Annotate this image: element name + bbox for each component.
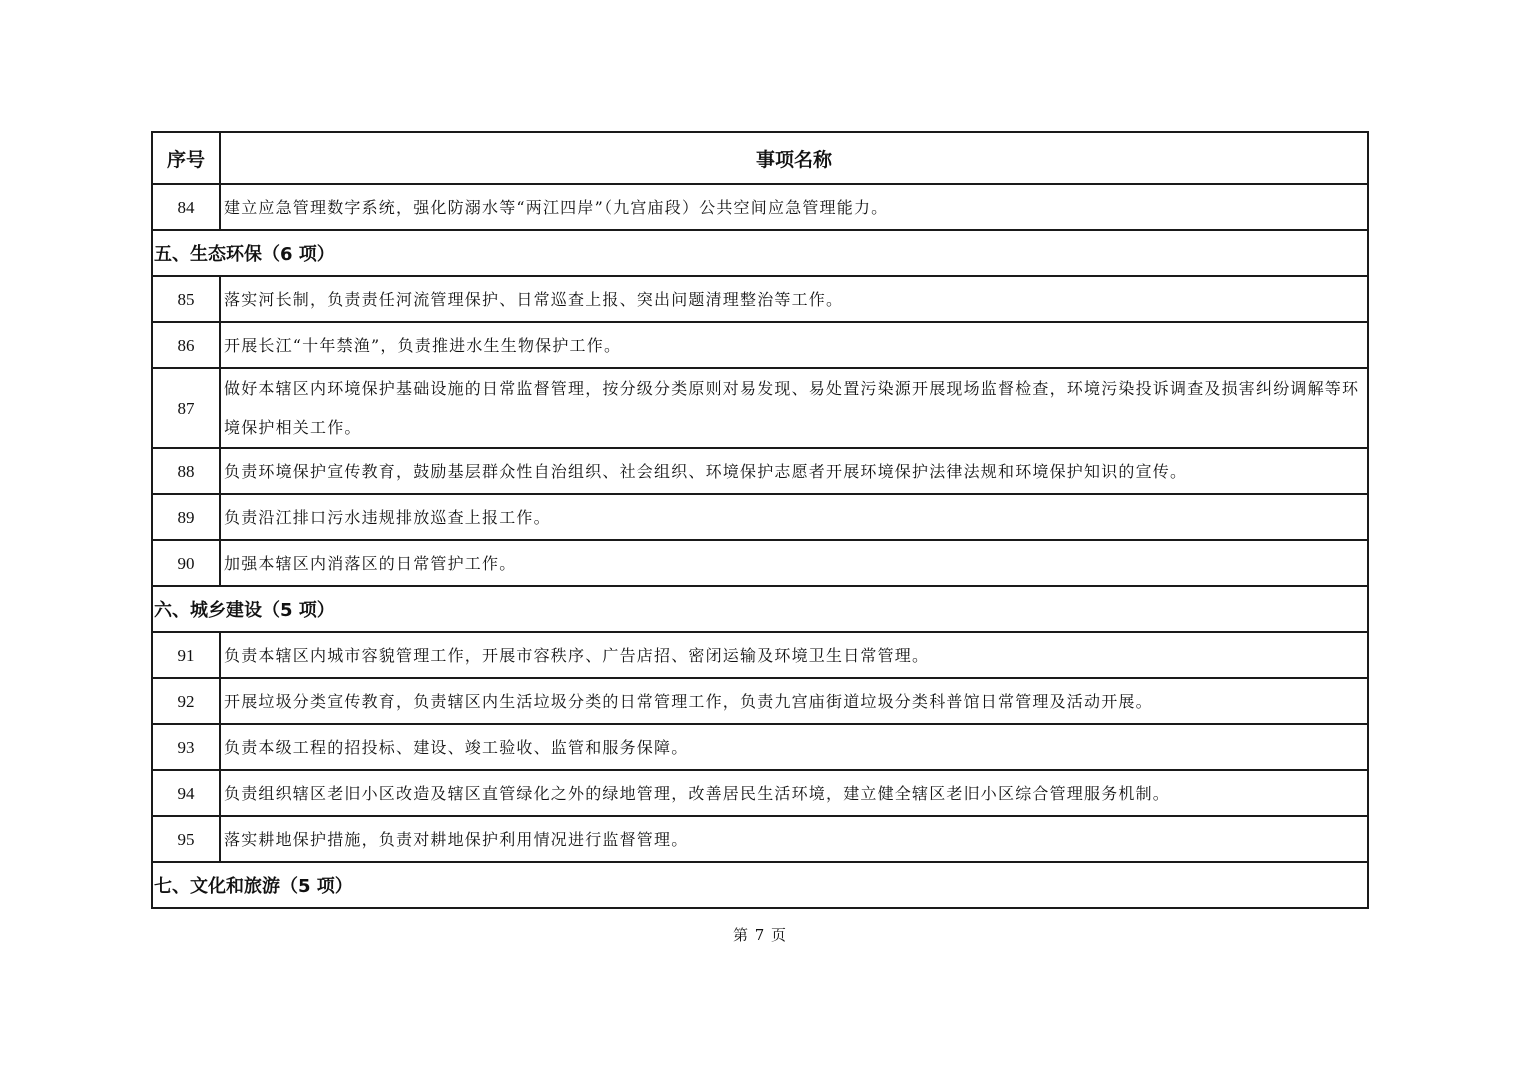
row-text: 负责环境保护宣传教育，鼓励基层群众性自治组织、社会组织、环境保护志愿者开展环境保护法律法规和环境保护知识的宣传。 <box>220 448 1368 494</box>
row-text: 负责本级工程的招投标、建设、竣工验收、监管和服务保障。 <box>220 724 1368 770</box>
table-row <box>152 816 1368 862</box>
row-number: 90 <box>152 540 220 586</box>
row-text: 加强本辖区内消落区的日常管护工作。 <box>220 540 1368 586</box>
section-heading-row <box>152 862 1368 908</box>
row-number: 94 <box>152 770 220 816</box>
table-row <box>152 448 1368 494</box>
row-number: 95 <box>152 816 220 862</box>
header-serial-number: 序号 <box>152 132 220 184</box>
row-text: 负责本辖区内城市容貌管理工作，开展市容秩序、广告店招、密闭运输及环境卫生日常管理。 <box>220 632 1368 678</box>
section-heading-row <box>152 586 1368 632</box>
table-row <box>152 632 1368 678</box>
table-row <box>152 494 1368 540</box>
table-row <box>152 184 1368 230</box>
row-number: 89 <box>152 494 220 540</box>
row-number: 87 <box>152 368 220 448</box>
row-number: 91 <box>152 632 220 678</box>
table-header-row <box>152 132 1368 184</box>
section-heading: 五、生态环保（6 项） <box>152 230 1368 276</box>
table-row <box>152 724 1368 770</box>
row-number: 88 <box>152 448 220 494</box>
row-text: 负责组织辖区老旧小区改造及辖区直管绿化之外的绿地管理，改善居民生活环境，建立健全辖区老旧小区综合管理服务机制。 <box>220 770 1368 816</box>
section-heading: 七、文化和旅游（5 项） <box>152 862 1368 908</box>
table-row <box>152 368 1368 448</box>
row-number: 85 <box>152 276 220 322</box>
table-row <box>152 540 1368 586</box>
row-text: 落实河长制，负责责任河流管理保护、日常巡查上报、突出问题清理整治等工作。 <box>220 276 1368 322</box>
table-row <box>152 276 1368 322</box>
row-text: 建立应急管理数字系统，强化防溺水等“两江四岸”（九宫庙段）公共空间应急管理能力。 <box>220 184 1368 230</box>
row-number: 92 <box>152 678 220 724</box>
section-heading: 六、城乡建设（5 项） <box>152 586 1368 632</box>
table-row <box>152 322 1368 368</box>
page-number: 第 7 页 <box>732 926 788 944</box>
row-number: 86 <box>152 322 220 368</box>
header-item-name: 事项名称 <box>220 132 1368 184</box>
row-text: 负责沿江排口污水违规排放巡查上报工作。 <box>220 494 1368 540</box>
table-row <box>152 770 1368 816</box>
table-row <box>152 678 1368 724</box>
row-number: 84 <box>152 184 220 230</box>
section-heading-row <box>152 230 1368 276</box>
duty-list-table <box>151 131 1369 909</box>
row-text: 做好本辖区内环境保护基础设施的日常监督管理，按分级分类原则对易发现、易处置污染源开展现场监督检查，环境污染投诉调查及损害纠纷调解等环境保护相关工作。 <box>220 368 1368 448</box>
row-text: 开展垃圾分类宣传教育，负责辖区内生活垃圾分类的日常管理工作，负责九宫庙街道垃圾分类科普馆日常管理及活动开展。 <box>220 678 1368 724</box>
row-text: 落实耕地保护措施，负责对耕地保护利用情况进行监督管理。 <box>220 816 1368 862</box>
row-number: 93 <box>152 724 220 770</box>
row-text: 开展长江“十年禁渔”，负责推进水生生物保护工作。 <box>220 322 1368 368</box>
